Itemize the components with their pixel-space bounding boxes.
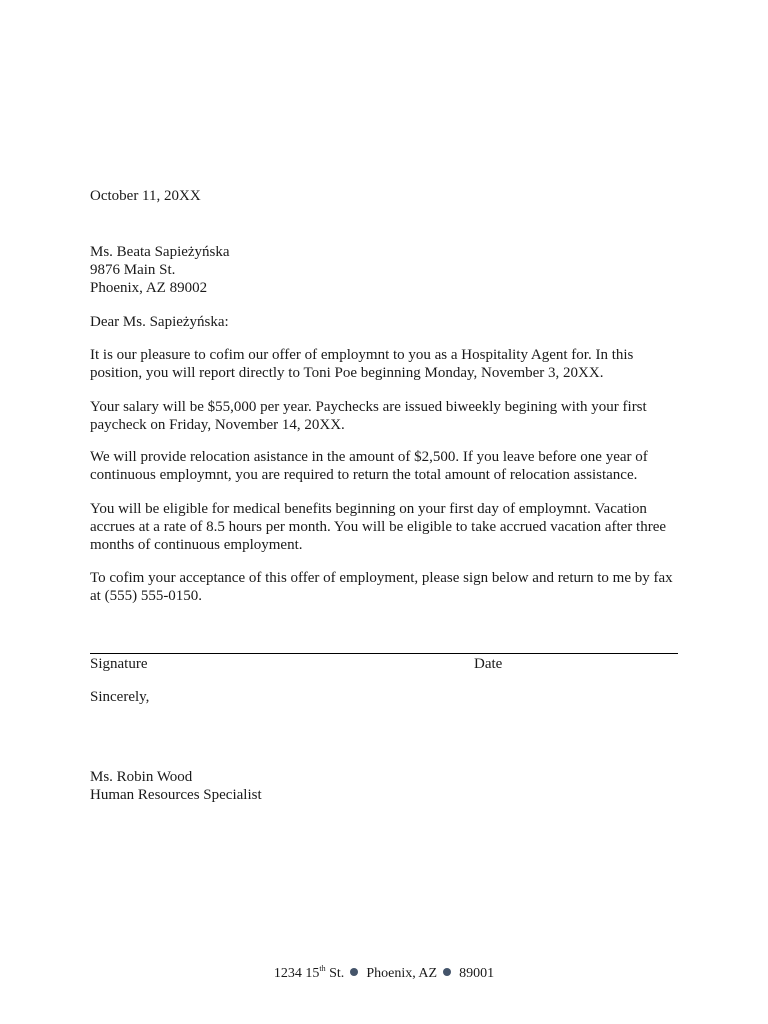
- date-label: Date: [474, 656, 503, 672]
- paragraph-benefits: [90, 500, 682, 554]
- signature-label: Signature: [90, 656, 148, 672]
- paragraph-line: position, you will report directly to Toni Poe beginning Monday, November 3, 20XX.: [90, 365, 604, 381]
- paragraph-line: It is our pleasure to cofim our offer of employmnt to you as a Hospitality Agent for. In this: [90, 347, 634, 363]
- bullet-icon: [350, 968, 358, 976]
- paragraph-offer: [90, 346, 682, 382]
- sender-block: [90, 768, 682, 804]
- footer-street-number: 1234 15: [273, 966, 320, 981]
- paragraph-line: accrues at a rate of 8.5 hours per month. You will be eligible to take accrued vacation after three: [90, 519, 667, 535]
- salutation: Dear Ms. Sapieżyńska:: [90, 314, 229, 330]
- paragraph-line: at (555) 555-0150.: [90, 588, 203, 604]
- footer-address: [0, 960, 768, 983]
- paragraph-line: continuous employmnt, you are required to return the total amount of relocation assistance.: [90, 467, 638, 483]
- letter-date: October 11, 20XX: [90, 188, 201, 204]
- recipient-city: Phoenix, AZ 89002: [90, 280, 208, 296]
- paragraph-acceptance: [90, 569, 682, 605]
- footer-street-rest: St.: [325, 966, 345, 981]
- paragraph-salary: [90, 398, 682, 434]
- signature-line[interactable]: [90, 653, 678, 654]
- footer-street-suffix: th: [319, 964, 326, 973]
- paragraph-line: months of continuous employment.: [90, 537, 303, 553]
- paragraph-line: We will provide relocation asistance in the amount of $2,500. If you leave before one year of: [90, 449, 648, 465]
- sender-name: Ms. Robin Wood: [90, 769, 193, 785]
- paragraph-line: Your salary will be $55,000 per year. Paychecks are issued biweekly begining with your first: [90, 399, 647, 415]
- paragraph-relocation: [90, 448, 682, 484]
- sender-title: Human Resources Specialist: [90, 787, 262, 803]
- recipient-address: [90, 243, 682, 297]
- recipient-name: Ms. Beata Sapieżyńska: [90, 244, 230, 260]
- recipient-street: 9876 Main St.: [90, 262, 176, 278]
- paragraph-line: paycheck on Friday, November 14, 20XX.: [90, 417, 345, 433]
- bullet-icon: [443, 968, 451, 976]
- paragraph-line: You will be eligible for medical benefits beginning on your first day of employmnt. Vacation: [90, 501, 647, 517]
- paragraph-line: To cofim your acceptance of this offer of employment, please sign below and return to me by fax: [90, 570, 673, 586]
- footer-zip: 89001: [459, 966, 495, 981]
- closing: Sincerely,: [90, 689, 150, 705]
- footer-city: Phoenix, AZ: [366, 966, 438, 981]
